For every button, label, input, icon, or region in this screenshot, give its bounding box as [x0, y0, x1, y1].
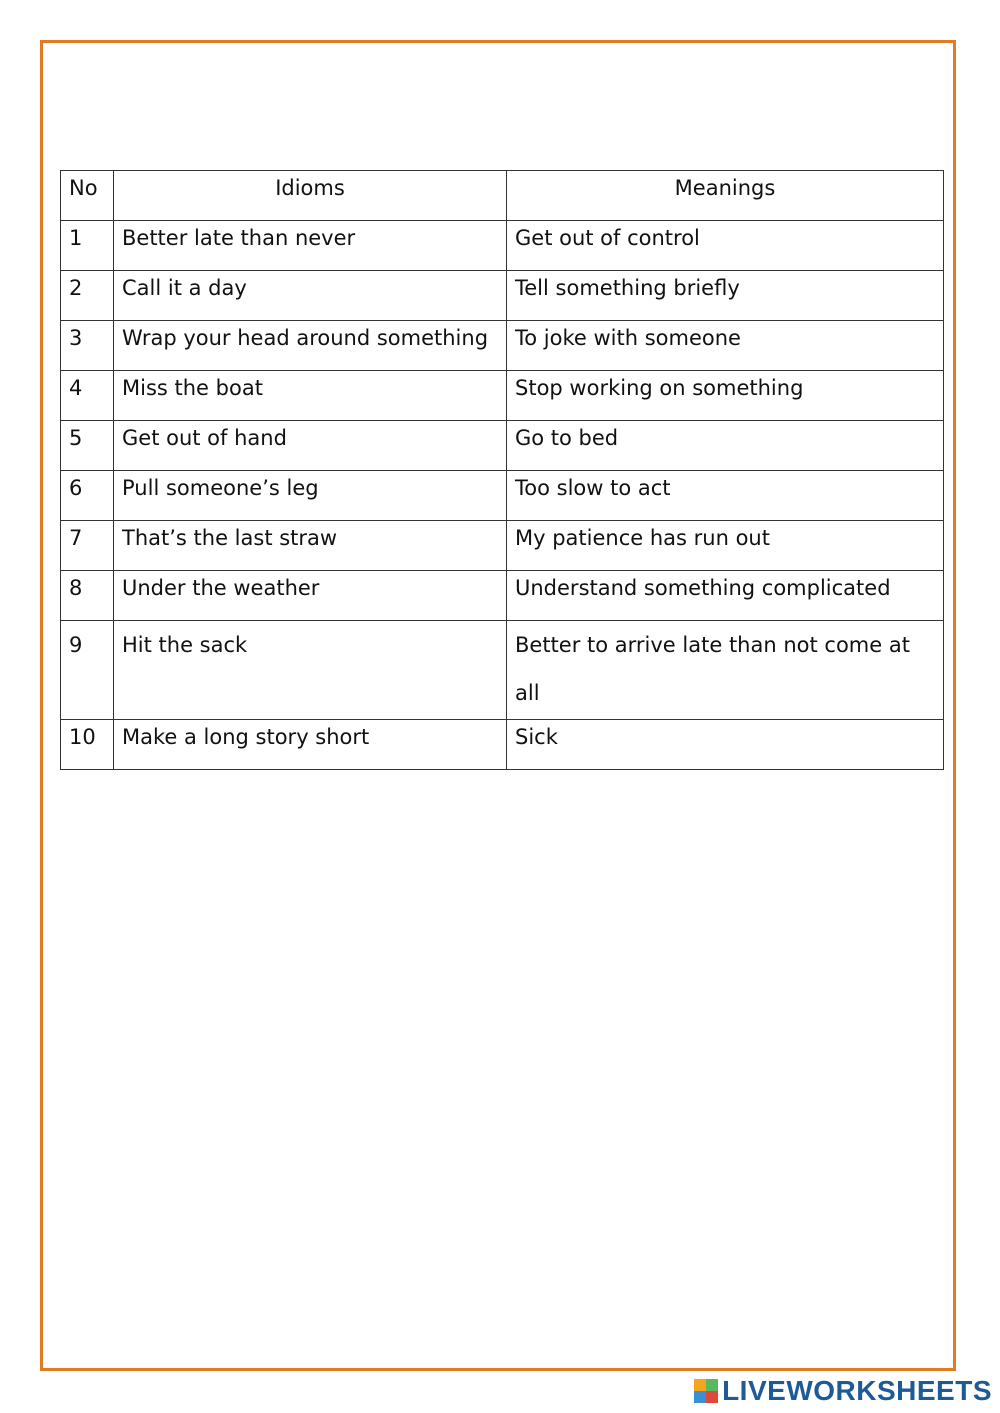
idiom-cell: Call it a day — [114, 271, 507, 321]
idiom-cell: Wrap your head around something — [114, 321, 507, 371]
table-header-row — [61, 171, 944, 221]
meaning-cell: Go to bed — [507, 421, 944, 471]
table-row — [61, 471, 944, 521]
idiom-cell: Better late than never — [114, 221, 507, 271]
meaning-cell: Better to arrive late than not come at all — [507, 621, 944, 720]
table-row — [61, 321, 944, 371]
row-number: 6 — [61, 471, 114, 521]
meaning-cell: Sick — [507, 720, 944, 770]
row-number: 1 — [61, 221, 114, 271]
table-row — [61, 221, 944, 271]
idiom-cell: Hit the sack — [114, 621, 507, 720]
table-row — [61, 521, 944, 571]
table-row — [61, 371, 944, 421]
logo-text: LIVEWORKSHEETS — [722, 1375, 992, 1406]
meaning-cell: Tell something briefly — [507, 271, 944, 321]
header-meanings: Meanings — [507, 171, 944, 221]
idiom-cell: Pull someone’s leg — [114, 471, 507, 521]
row-number: 5 — [61, 421, 114, 471]
header-no: No — [61, 171, 114, 221]
liveworksheets-logo — [694, 1375, 992, 1407]
table-row — [61, 571, 944, 621]
meaning-cell: Stop working on something — [507, 371, 944, 421]
idiom-cell: Under the weather — [114, 571, 507, 621]
meaning-cell: To joke with someone — [507, 321, 944, 371]
meaning-cell: Too slow to act — [507, 471, 944, 521]
table-row — [61, 720, 944, 770]
idiom-cell: Miss the boat — [114, 371, 507, 421]
header-idioms: Idioms — [114, 171, 507, 221]
row-number: 9 — [61, 621, 114, 720]
row-number: 7 — [61, 521, 114, 571]
logo-blocks-icon — [694, 1379, 718, 1403]
row-number: 2 — [61, 271, 114, 321]
idioms-table — [60, 170, 944, 770]
meaning-cell: Understand something complicated — [507, 571, 944, 621]
row-number: 3 — [61, 321, 114, 371]
row-number: 4 — [61, 371, 114, 421]
idiom-cell: That’s the last straw — [114, 521, 507, 571]
table-row — [61, 421, 944, 471]
row-number: 8 — [61, 571, 114, 621]
table-row — [61, 621, 944, 720]
meaning-cell: My patience has run out — [507, 521, 944, 571]
idiom-cell: Get out of hand — [114, 421, 507, 471]
meaning-cell: Get out of control — [507, 221, 944, 271]
row-number: 10 — [61, 720, 114, 770]
table-row — [61, 271, 944, 321]
idiom-cell: Make a long story short — [114, 720, 507, 770]
